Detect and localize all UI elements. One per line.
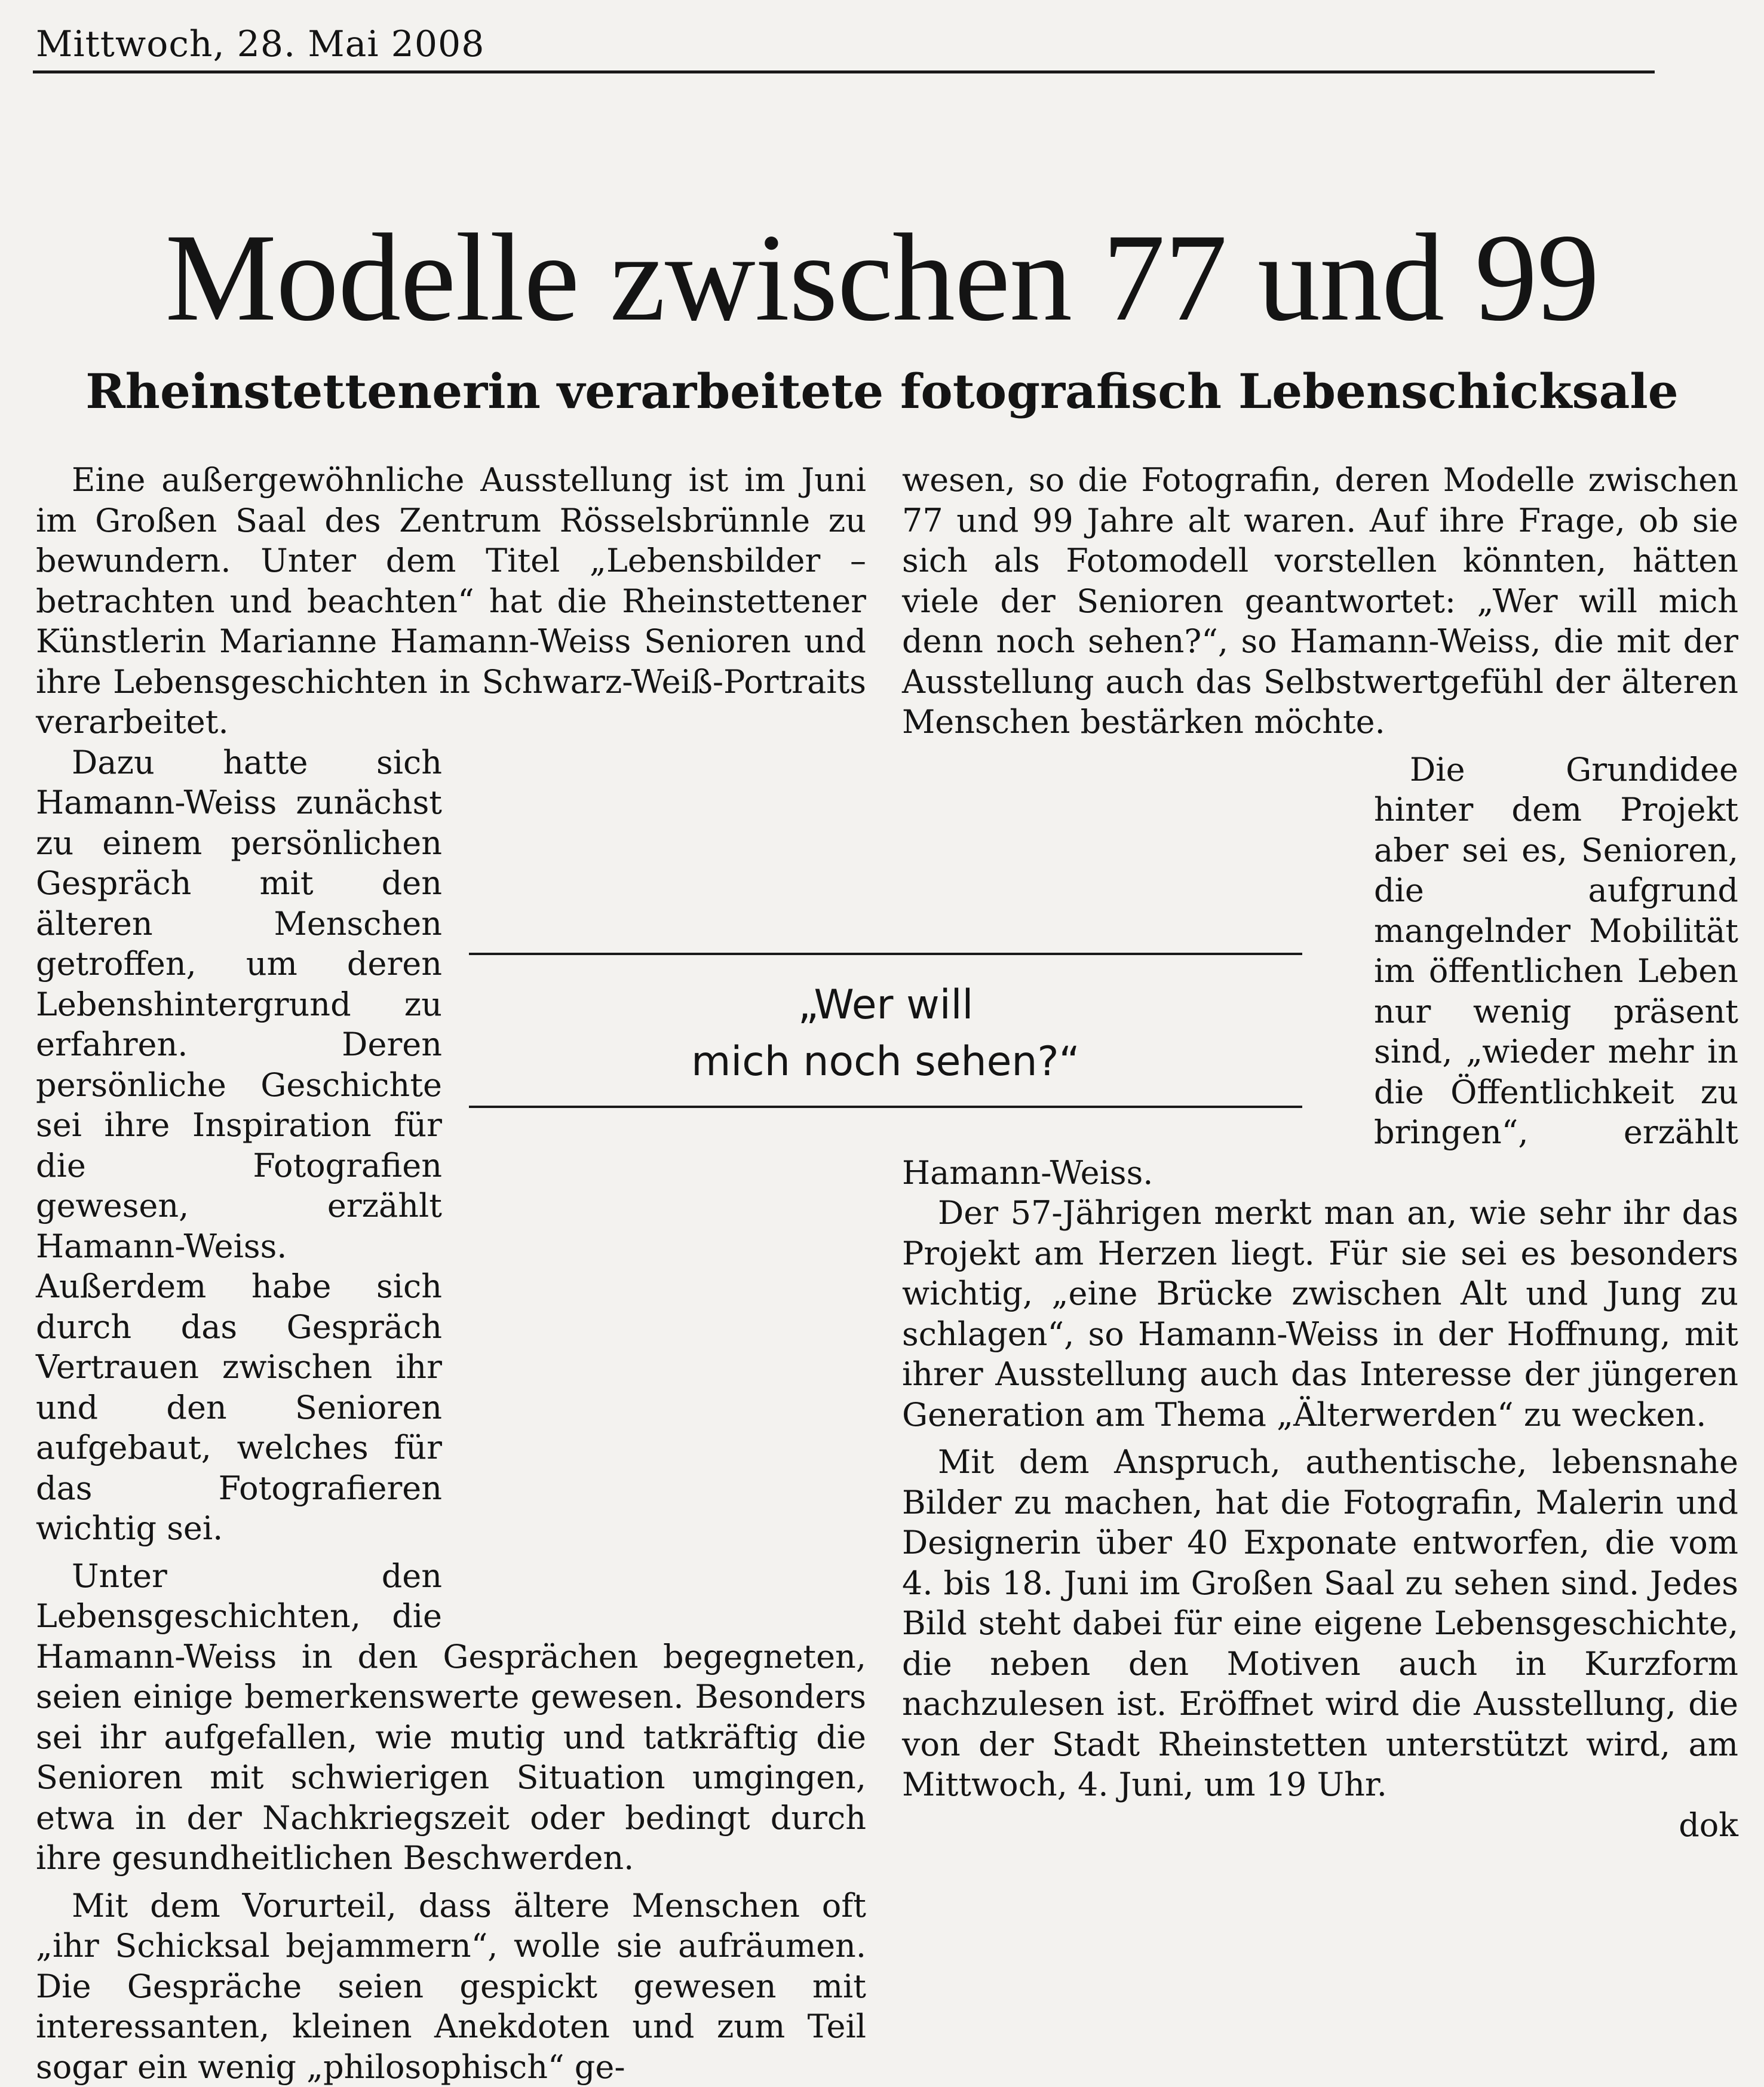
pullquote-rule-bottom <box>469 1106 1302 1108</box>
dateline: Mittwoch, 28. Mai 2008 <box>36 17 484 72</box>
pullquote-line: mich noch sehen?“ <box>469 1033 1302 1090</box>
pullquote <box>469 953 1302 1108</box>
paragraph-text: Die Grundidee hinter dem Projekt aber sei es, Senioren, die aufgrund mangelnder Mobilität im öffentlichen Leben nur wenig präsent sind, „wieder mehr in die Öffentlichkeit zu bringen“, erzählt Hamann-Weiss. <box>902 751 1738 1192</box>
paragraph-text: Dazu hatte sich Hamann-Weiss zunächst zu einem persönlichen Gespräch mit den älteren Menschen getroffen, um deren Lebenshintergrund zu erfahren. Deren persönliche Geschichte sei ihre Inspiration für die Fotografien gewesen, erzählt Hamann-Weiss. Außerdem habe sich durch das Gespräch Vertrauen zwischen ihr und den Senioren aufgebaut, welches für das Fotografieren wichtig sei. <box>36 744 442 1548</box>
article-column-right <box>902 460 1738 1845</box>
pullquote-line: „Wer will <box>469 977 1302 1033</box>
article-column-left <box>36 460 866 2087</box>
author-byline: dok <box>902 1805 1738 1846</box>
pullquote-rule-top <box>469 953 1302 955</box>
paragraph <box>36 742 866 1549</box>
paragraph: Unter den Lebensgeschichten, die Hamann-Weiss in den Gesprächen begegneten, seien einige bemerkenswerte gewesen. Besonders sei ihr aufgefallen, wie mutig und tatkräftig die Senioren mit schwierigen Situation umgingen, etwa in der Nachkriegszeit oder bedingt durch ihre gesundheitlichen Beschwerden. <box>36 1556 866 1879</box>
header-rule <box>33 70 1655 73</box>
paragraph: Der 57-Jährigen merkt man an, wie sehr ihr das Projekt am Herzen liegt. Für sie sei es besonders wichtig, „eine Brücke zwischen Alt und Jung zu schlagen“, so Hamann-Weiss in der Hoffnung, mit ihrer Ausstellung auch das Interesse der jüngeren Generation am Thema „Älterwerden“ zu wecken. <box>902 1193 1738 1435</box>
paragraph: Mit dem Anspruch, authentische, lebensnahe Bilder zu machen, hat die Fotografin, Malerin und Designerin über 40 Exponate entworfen, die vom 4. bis 18. Juni im Großen Saal zu sehen sind. Jedes Bild steht dabei für eine eigene Lebensgeschichte, die neben den Motiven auch in Kurzform nachzulesen ist. Eröffnet wird die Ausstellung, die von der Stadt Rheinstetten unterstützt wird, am Mittwoch, 4. Juni, um 19 Uhr. <box>902 1442 1738 1805</box>
pullquote-text <box>469 977 1302 1090</box>
paragraph: Mit dem Vorurteil, dass ältere Menschen oft „ihr Schicksal bejammern“, wolle sie aufräumen. Die Gespräche seien gespickt gewesen mit interessanten, kleinen Anekdoten und zum Teil sogar ein wenig „philosophisch“ ge- <box>36 1886 866 2087</box>
paragraph: wesen, so die Fotografin, deren Modelle zwischen 77 und 99 Jahre alt waren. Auf ihre Frage, ob sie sich als Fotomodell vorstellen könnten, hätten viele der Senioren geantwortet: „Wer will mich denn noch sehen?“, so Hamann-Weiss, die mit der Ausstellung auch das Selbstwertgefühl der älteren Menschen bestärken möchte. <box>902 460 1738 742</box>
subheadline: Rheinstettenerin verarbeitete fotografisch Lebenschicksale <box>0 358 1764 424</box>
paragraph: Eine außergewöhnliche Ausstellung ist im Juni im Großen Saal des Zentrum Rösselsbrünnle zu bewundern. Unter dem Titel „Lebensbilder – betrachten und beachten“ hat die Rheinstettener Künstlerin Marianne Hamann-Weiss Senioren und ihre Lebensgeschichten in Schwarz-Weiß-Portraits verarbeitet. <box>36 460 866 742</box>
pullquote-spacer <box>454 1352 866 1603</box>
headline: Modelle zwischen 77 und 99 <box>0 209 1764 346</box>
